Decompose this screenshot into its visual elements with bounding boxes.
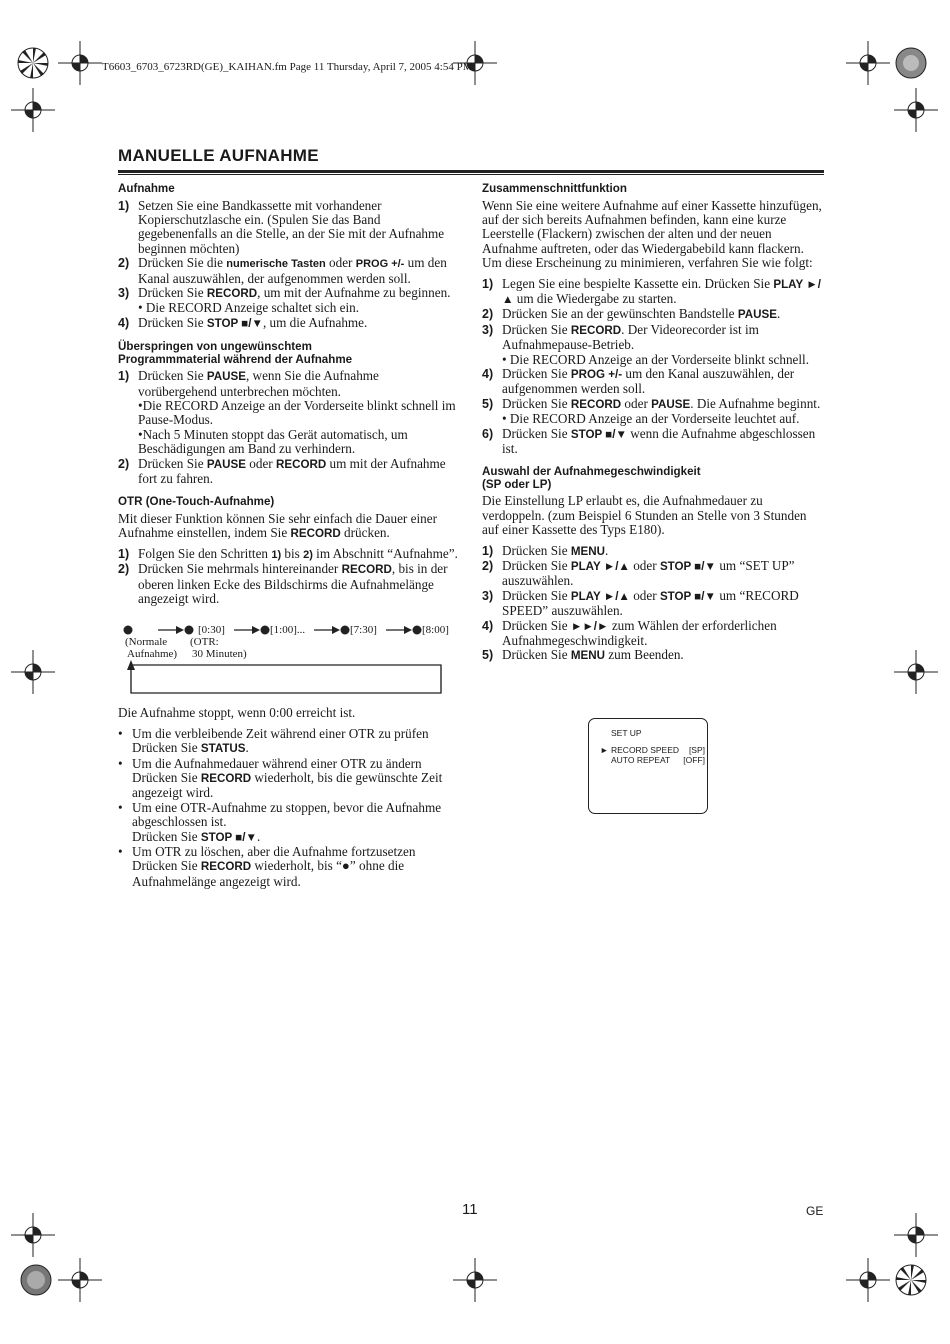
step-text: Drücken Sie PLAY ►/▲ oder STOP ■/▼ um “SET UP” auszuwählen.	[502, 558, 795, 589]
paragraph: Die Einstellung LP erlaubt es, die Aufnahmedauer zu verdoppeln. (zum Beispiel 6 Stunden an Stelle von 3 Stunden auf einer Kassette des Typs E180).	[482, 493, 807, 538]
key-label: STATUS	[200, 742, 246, 756]
step-number: 2)	[482, 307, 494, 322]
key-label: MENU	[570, 544, 605, 558]
key-label: PLAY ►/▲	[570, 560, 630, 574]
step-number: 2)	[118, 256, 130, 271]
paragraph: Die Aufnahme stoppt, wenn 0:00 erreicht ist.	[118, 705, 356, 721]
section-heading: Überspringen von ungewünschtem Programmmaterial während der Aufnahme	[118, 340, 353, 366]
key-label: STOP ■/▼	[659, 589, 717, 603]
key-label: RECORD	[206, 286, 258, 300]
list-item	[482, 323, 824, 353]
step-number: 2)	[118, 562, 130, 577]
osd-screen	[588, 718, 708, 814]
key-label: RECORD	[570, 397, 622, 411]
key-label: PAUSE	[651, 397, 691, 411]
key-label: PLAY ►/▲	[502, 277, 821, 306]
step-number: 5)	[482, 648, 494, 663]
step-text: Drücken Sie RECORD, um mit der Aufnahme zu beginnen.	[138, 284, 451, 300]
key-label: RECORD	[341, 563, 392, 577]
key-label: MENU	[570, 649, 605, 663]
key-label: ►►/►	[570, 619, 609, 633]
record-dot-icon	[185, 626, 194, 635]
key-label: STOP ■/▼	[200, 830, 257, 844]
step-note: • Die RECORD Anzeige an der Vorderseite blinkt schnell.	[502, 351, 810, 367]
step-number: 4)	[482, 618, 494, 633]
step-text: Drücken Sie PAUSE oder RECORD um mit der Aufnahme fort zu fahren.	[138, 455, 446, 486]
record-dot-icon	[341, 626, 350, 635]
list-item	[118, 199, 460, 257]
otr-diagram	[118, 618, 460, 696]
right-column	[482, 183, 824, 664]
step-number: 2)	[482, 559, 494, 574]
key-label: PROG +/-	[355, 258, 405, 271]
key-label: RECORD	[290, 527, 341, 541]
step-number: 6)	[482, 426, 494, 441]
step-number: 5)	[482, 396, 494, 411]
title-rule-thin	[118, 174, 824, 175]
step-number: 4)	[118, 315, 130, 330]
step-text: Drücken Sie STOP ■/▼ wenn die Aufnahme abgeschlossen ist.	[502, 425, 816, 456]
bullet-text: Um die verbleibende Zeit während einer OTR zu prüfen Drücken Sie STATUS.	[132, 725, 429, 756]
step-text: Drücken Sie RECORD. Der Videorecorder ist im Aufnahmepause-Betrieb.	[502, 321, 759, 353]
key-label: numerische Tasten	[226, 258, 326, 271]
list-item	[482, 397, 824, 412]
bullet-text: Um OTR zu löschen, aber die Aufnahme fortzusetzen Drücken Sie RECORD wiederholt, bis “●” ohne die Aufnahmelänge angezeigt wird.	[132, 844, 416, 889]
list-item	[482, 559, 824, 589]
list-item	[482, 367, 824, 397]
step-text: Drücken Sie die numerische Tasten oder PROG +/- um den Kanal auszuwählen, der aufgenommen werden soll.	[138, 255, 447, 286]
list-item	[482, 589, 824, 619]
diagram-label: (Normale	[125, 636, 168, 649]
step-text: Drücken Sie PROG +/- um den Kanal auszuwählen, der aufgenommen werden soll.	[502, 365, 795, 397]
step-note: •Die RECORD Anzeige an der Vorderseite blinkt schnell im Pause-Modus.	[138, 397, 456, 428]
step-number: 1)	[482, 276, 494, 291]
section-heading: Auswahl der Aufnahmegeschwindigkeit (SP oder LP)	[482, 465, 701, 491]
cursor-icon: ►	[600, 745, 609, 755]
list-item	[118, 369, 460, 399]
step-text: Folgen Sie den Schritten 1) bis 2) im Abschnitt “Aufnahme”.	[138, 545, 458, 561]
record-dot-icon	[261, 626, 270, 635]
list-item	[118, 256, 460, 286]
step-text: Drücken Sie MENU zum Beenden.	[502, 647, 684, 663]
step-text: Drücken Sie RECORD oder PAUSE. Die Aufnahme beginnt.	[502, 395, 821, 411]
time-label: [7:30]	[350, 624, 377, 637]
step-text: Drücken Sie an der gewünschten Bandstelle PAUSE.	[502, 306, 781, 322]
key-label: PLAY ►/▲	[570, 589, 630, 603]
step-number: 1)	[482, 543, 494, 558]
section-heading: Zusammenschnittfunktion	[482, 182, 627, 195]
diagram-label: Aufnahme)	[127, 648, 178, 661]
step-text: Drücken Sie STOP ■/▼, um die Aufnahme.	[138, 314, 368, 330]
key-label: STOP ■/▼	[659, 560, 717, 574]
bullet-text: Um die Aufnahmedauer während einer OTR zu ändern Drücken Sie RECORD wiederholt, bis die gewünschte Zeit angezeigt wird.	[132, 755, 443, 801]
step-text: Drücken Sie ►►/► zum Wählen der erforderlichen Aufnahmegeschwindigkeit.	[502, 617, 777, 649]
osd-title: SET UP	[611, 728, 642, 738]
key-label: STOP ■/▼	[570, 427, 627, 441]
key-label: RECORD	[570, 323, 622, 337]
list-item	[482, 619, 824, 649]
section-heading: Aufnahme	[118, 182, 175, 195]
list-item	[482, 307, 824, 322]
osd-row-value: [OFF]	[683, 755, 705, 765]
list-item	[482, 544, 824, 559]
diagram-label: (OTR:	[190, 636, 219, 649]
left-column	[118, 183, 460, 889]
step-note: •Nach 5 Minuten stoppt das Gerät automatisch, um Beschädigungen am Band zu verhindern.	[138, 426, 408, 457]
step-number: 1)	[118, 369, 130, 384]
key-label: PAUSE	[206, 370, 246, 384]
step-number: 1)	[118, 546, 130, 561]
step-note: • Die RECORD Anzeige schaltet sich ein.	[138, 300, 360, 316]
key-label: PAUSE	[206, 457, 246, 471]
step-text: Setzen Sie eine Bandkassette mit vorhandener Kopierschutzlasche ein. (Spulen Sie das Band gegebenenfalls an die Stelle, an der Sie mit der Aufnahme beginnen möchten)	[138, 197, 445, 256]
list-item	[482, 648, 824, 663]
step-number: 3)	[482, 588, 494, 603]
key-label: RECORD	[200, 860, 252, 874]
language-code: GE	[806, 1204, 824, 1218]
list-item: • Um die verbleibende Zeit während einer OTR zu prüfen Drücken Sie STATUS.	[118, 727, 460, 757]
step-text: Drücken Sie PLAY ►/▲ oder STOP ■/▼ um “RECORD SPEED” auszuwählen.	[502, 587, 799, 619]
step-number: 3)	[482, 322, 494, 337]
step-number: 2)	[118, 456, 130, 471]
list-item: • Um OTR zu löschen, aber die Aufnahme fortzusetzen Drücken Sie RECORD wiederholt, bis “●” ohne die Aufnahmelänge angezeigt wird.	[118, 845, 460, 889]
page-title: MANUELLE AUFNAHME	[118, 146, 319, 165]
key-label: RECORD	[275, 457, 327, 471]
list-item: • Um eine OTR-Aufnahme zu stoppen, bevor die Aufnahme abgeschlossen ist. Drücken Sie STOP ■/▼.	[118, 801, 460, 845]
step-number: 1)	[118, 198, 130, 213]
key-label: PROG +/-	[570, 367, 623, 381]
key-label: PAUSE	[737, 308, 777, 322]
record-dot-icon	[124, 626, 133, 635]
paragraph: Mit dieser Funktion können Sie sehr einfach die Dauer einer Aufnahme einstellen, indem Sie RECORD drücken.	[118, 510, 437, 541]
section-heading: OTR (One-Touch-Aufnahme)	[118, 495, 275, 509]
key-label: RECORD	[200, 771, 252, 785]
file-header: T6603_6703_6723RD(GE)_KAIHAN.fm Page 11 Thursday, April 7, 2005 4:54 PM	[102, 61, 473, 73]
paragraph: Wenn Sie eine weitere Aufnahme auf einer Kassette hinzufügen, auf der sich bereits Aufnahmen befinden, kann eine kurze Leerstelle (Flackern) zwischen der alten und der neuen Aufnahme auftreten, oder das Wiedergabebild kann flackern. Um diese Erscheinung zu minimieren, verfahren Sie wie folgt:	[482, 197, 822, 271]
list-item: • Um die Aufnahmedauer während einer OTR zu ändern Drücken Sie RECORD wiederholt, bis die gewünschte Zeit angezeigt wird.	[118, 757, 460, 801]
page-number: 11	[462, 1201, 478, 1218]
step-note: • Die RECORD Anzeige an der Vorderseite leuchtet auf.	[502, 411, 800, 427]
record-dot-icon	[413, 626, 422, 635]
time-label: [8:00]	[422, 624, 449, 637]
step-text: Drücken Sie mehrmals hintereinander RECORD, bis in der oberen linken Ecke des Bildschirms die Aufnahmelänge angezeigt wird.	[138, 561, 448, 606]
diagram-label: 30 Minuten)	[192, 648, 247, 661]
step-number: 3)	[118, 285, 130, 300]
list-item	[482, 427, 824, 457]
key-label: STOP ■/▼	[206, 316, 263, 330]
list-item	[118, 562, 460, 606]
bullet-text: Um eine OTR-Aufnahme zu stoppen, bevor die Aufnahme abgeschlossen ist. Drücken Sie STOP ■/▼.	[132, 799, 442, 844]
step-text: Legen Sie eine bespielte Kassette ein. Drücken Sie PLAY ►/▲ um die Wiedergabe zu starten.	[502, 275, 821, 306]
time-label: [1:00]...	[270, 624, 306, 637]
title-rule	[118, 170, 824, 173]
osd-row-label: RECORD SPEED	[611, 745, 680, 755]
list-item	[118, 316, 460, 331]
osd-row-value: [SP]	[688, 745, 705, 755]
list-item	[118, 547, 460, 562]
step-text: Drücken Sie PAUSE, wenn Sie die Aufnahme vorübergehend unterbrechen möchten.	[138, 368, 379, 399]
list-item	[118, 457, 460, 487]
list-item	[118, 286, 460, 301]
step-number: 4)	[482, 366, 494, 381]
list-item	[482, 277, 824, 308]
osd-row-label: AUTO REPEAT	[611, 755, 671, 765]
step-text: Drücken Sie MENU.	[502, 542, 609, 558]
time-label: [0:30]	[198, 624, 225, 637]
